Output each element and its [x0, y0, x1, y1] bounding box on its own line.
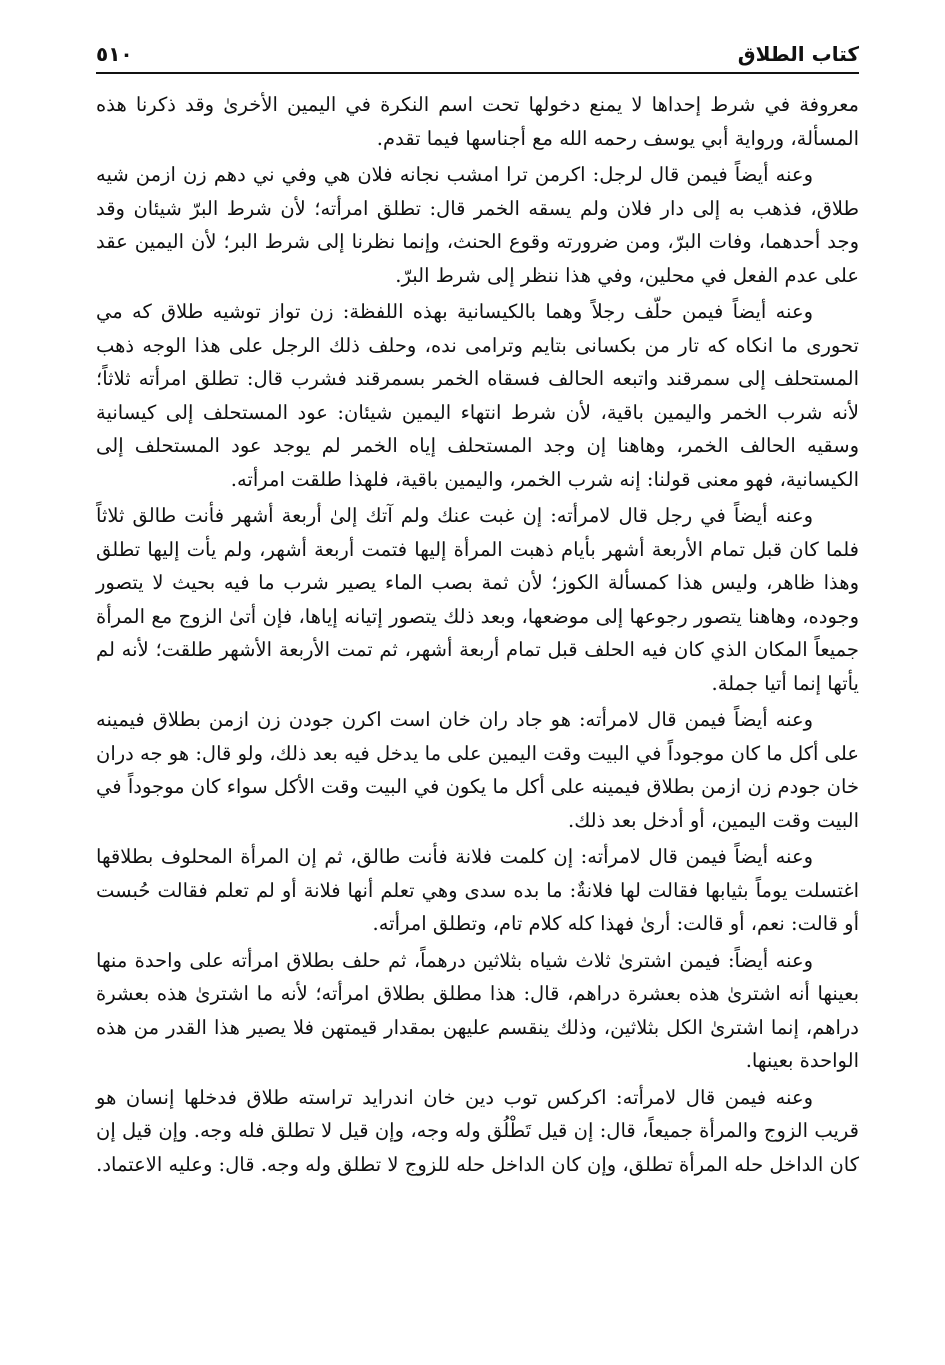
- paragraph: وعنه أيضاً فيمن قال لرجل: اكرمن ترا امشب نجانه فلان هي وفي ني دهم زن ازمن شيه طلاق، فذهب به إلى دار فلان ولم يسقه الخمر قال: تطلق امرأته؛ لأن شرط البرّ شيئان وقد وجد أحدهما، وفات البرّ، ومن ضرورته وقوع الحنث، وإنما نظرنا إلى شرط البر؛ لأن اليمين عقد على عدم الفعل في محلين، وفي هذا ننظر إلى شرط البرّ.: [96, 163, 859, 287]
- paragraph: معروفة في شرط إحداها لا يمنع دخولها تحت اسم النكرة في اليمين الأخرىٰ وقد ذكرنا هذه المسألة، ورواية أبي يوسف رحمه الله مع أجناسها فيما تقدم.: [96, 93, 859, 150]
- paragraph: وعنه أيضاً فيمن حلّف رجلاً وهما بالكيسانية بهذه اللفظة: زن تواز توشيه طلاق كه مي تحورى ما انكاه كه تار من بكسانى بتايم وترامى نده، وحلف ذلك الرجل على هذا الوجه ذهب المستحلف إلى سمرقند واتبعه الحالف فسقاه الخمر بسمرقند فشرب قال: تطلق امرأته ثلاثاً؛ لأنه شرب الخمر واليمين باقية، لأن شرط انتهاء اليمين شيئان: عود المستحلف إلى كيسانية وسقيه الحالف الخمر، وهاهنا إن وجد المستحلف إياه الخمر لم يوجد عود المستحلف إلى الكيسانية، فهو معنى قولنا: إنه شرب الخمر، واليمين باقية، فلهذا طلقت امرأته.: [96, 300, 859, 491]
- page-number: ٥١٠: [96, 42, 133, 66]
- page-header: [96, 34, 859, 74]
- paragraph: وعنه أيضاً: فيمن اشترىٰ ثلاث شياه بثلاثين درهماً، ثم حلف بطلاق امرأته على واحدة منها بعينها أنه اشترىٰ هذه بعشرة دراهم، قال: هذا مطلق بطلاق امرأته؛ لأنه ما اشترىٰ هذه بعشرة دراهم، إنما اشترىٰ الكل بثلاثين، وذلك ينقسم عليهن بمقدار قيمتهن فلا يصير هذا القدر من هذه الواحدة بعينها.: [96, 948, 859, 1072]
- paragraph: وعنه أيضاً فيمن قال لامرأته: إن كلمت فلانة فأنت طالق، ثم إن المرأة المحلوف بطلاقها اغتسلت يوماً بثيابها فقالت لها فلانةٌ: ما بده سدى وهي تعلم أنها فلانة أو لم تعلم فقالت حُبست أو قالت: نعم، أو قالت: أرىٰ فهذا كله كلام تام، وتطلق امرأته.: [96, 845, 859, 935]
- paragraph: وعنه أيضاً في رجل قال لامرأته: إن غبت عنك ولم آتك إلىٰ أربعة أشهر فأنت طالق ثلاثاً فلما كان قبل تمام الأربعة أشهر بأيام ذهبت المرأة إليها فتمت أربعة أشهر، ولم يأت إليها تطلق وهذا ظاهر، وليس هذا كمسألة الكوز؛ لأن ثمة بصب الماء يصير شرب ما فيه بحيث لا يتصور وجوده، وهاهنا يتصور رجوعها إلى موضعها، وبعد ذلك يتصور إتيانه إياها، فإن أتىٰ الزوج مع المرأة جميعاً المكان الذي كان فيه الحلف قبل تمام أربعة أشهر، ثم تمت الأربعة الأشهر طلقت؛ لأنه لم يأتها إنما أتيا جملة.: [96, 504, 859, 695]
- chapter-title: كتاب الطلاق: [737, 42, 859, 66]
- body-text: [96, 88, 859, 1184]
- paragraph: وعنه فيمن قال لامرأته: اكركس توب دين خان اندرايد تراسته طلاق فدخلها إنسان هو قريب الزوج والمرأة جميعاً، قال: إن قيل تَطْلُق وله وجه، وإن قيل لا تطلق فله وجه. وإن قيل إن كان الداخل حله المرأة تطلق، وإن كان الداخل حله للزوج لا تطلق وله وجه. قال: وعليه الاعتماد.: [96, 1085, 859, 1176]
- paragraph: وعنه أيضاً فيمن قال لامرأته: هو جاد ران خان است اكرن جودن زن ازمن بطلاق فيمينه على أكل ما كان موجوداً في البيت وقت اليمين على ما يدخل فيه بعد ذلك، ولو قال: هو جه دران خان جودم زن ازمن بطلاق فيمينه على أكل ما يكون في البيت وقت الأكل سواء كان موجوداً في البيت وقت اليمين، أو أدخل بعد ذلك.: [96, 708, 859, 832]
